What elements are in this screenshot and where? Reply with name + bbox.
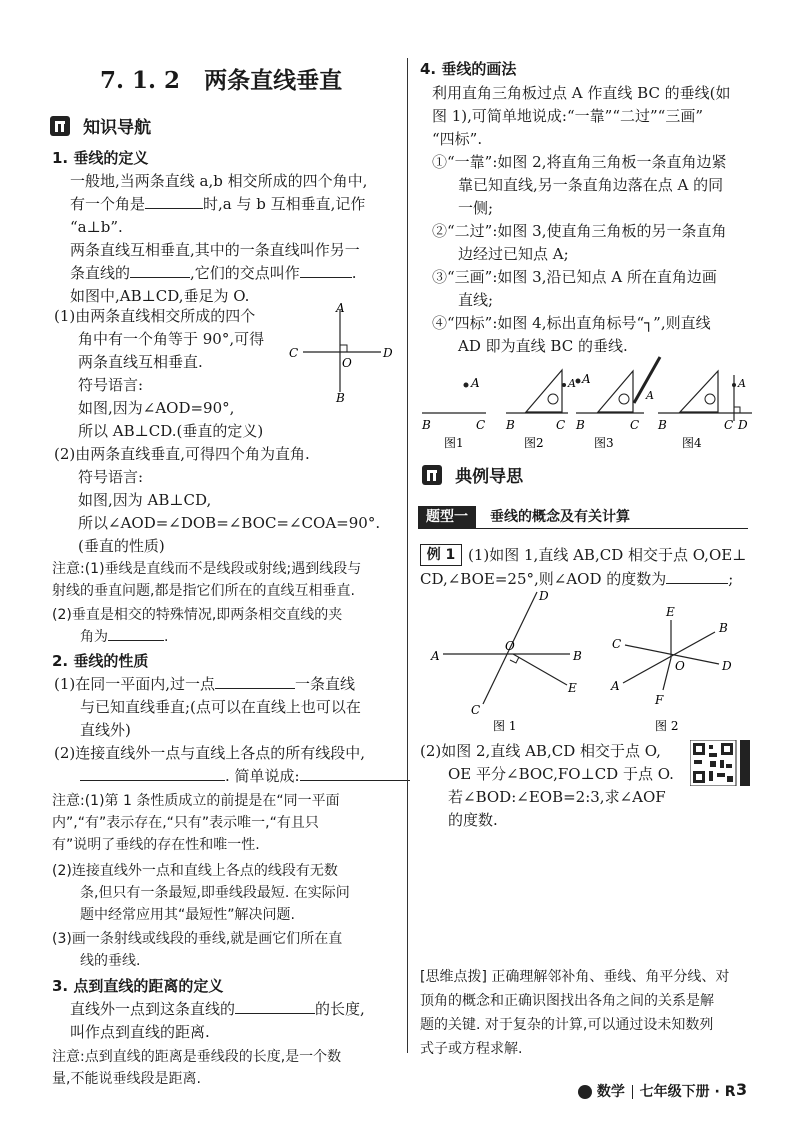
- s4-title: 4. 垂线的画法: [420, 60, 517, 78]
- svg-text:D: D: [738, 418, 748, 432]
- svg-text:B: B: [573, 649, 582, 663]
- svg-text:A: A: [611, 679, 620, 693]
- label-b: B: [336, 391, 345, 405]
- step-fig-2: [505, 370, 576, 450]
- svg-text:A: A: [582, 372, 591, 386]
- blank-5[interactable]: [215, 674, 295, 689]
- label-c: C: [289, 346, 299, 360]
- footer-subject: 数学: [596, 1084, 625, 1100]
- drawing-steps-figure: [418, 355, 758, 455]
- example-fig-2: [610, 605, 732, 733]
- svg-text:B: B: [576, 418, 585, 432]
- svg-text:D: D: [722, 659, 732, 673]
- blank-3[interactable]: [300, 263, 352, 278]
- svg-text:O: O: [505, 639, 515, 653]
- fig1-label: 图1: [444, 436, 464, 450]
- example-fig-1: [430, 590, 582, 733]
- type-tag: 题型一: [418, 506, 476, 528]
- label-d: D: [383, 346, 393, 360]
- section-heading-examples: 典例导思: [422, 462, 523, 487]
- right-angle-mark: [340, 345, 347, 352]
- svg-text:B: B: [719, 621, 728, 635]
- blank-7[interactable]: [300, 766, 410, 781]
- svg-text:E: E: [666, 605, 675, 619]
- footer-grade: 七年级下册 · R: [639, 1084, 736, 1100]
- blank-1[interactable]: [145, 194, 203, 209]
- column-divider: [407, 58, 408, 1053]
- svg-text:A: A: [738, 377, 746, 390]
- svg-text:A: A: [568, 377, 576, 390]
- s3-title: 3. 点到直线的距离的定义: [52, 977, 224, 995]
- fig3-label: 图3: [594, 436, 614, 450]
- ex-fig2-label: 图 2: [655, 719, 679, 733]
- blank-4[interactable]: [108, 626, 164, 641]
- step-fig-3: [575, 357, 660, 450]
- s2-title: 2. 垂线的性质: [52, 652, 149, 670]
- step-fig-1: [421, 376, 486, 450]
- svg-text:B: B: [506, 418, 515, 432]
- ex-fig1-label: 图 1: [493, 719, 517, 733]
- s1-title: 1. 垂线的定义: [52, 149, 149, 167]
- blank-6[interactable]: [80, 766, 225, 781]
- svg-text:C: C: [476, 418, 486, 432]
- step-fig-4: [657, 371, 752, 450]
- page-title: [100, 62, 342, 95]
- fig2-label: 图2: [524, 436, 544, 450]
- svg-text:C: C: [471, 703, 481, 717]
- blank-8[interactable]: [235, 999, 315, 1014]
- svg-text:E: E: [568, 681, 577, 695]
- book-icon: [50, 116, 70, 136]
- svg-text:A: A: [471, 376, 480, 390]
- title-text: 两条直线垂直: [204, 67, 343, 94]
- svg-text:C: C: [630, 418, 640, 432]
- tips-title: [思维点拨] 正确理解邻补角、垂线、角平分线、对: [420, 969, 730, 985]
- title-number: 7. 1. 2: [100, 67, 181, 94]
- book-icon: [422, 465, 442, 485]
- badge-icon: [578, 1085, 592, 1099]
- qr-code-icon[interactable]: [690, 740, 752, 786]
- example-tag: 例 1: [420, 544, 462, 566]
- svg-text:C: C: [612, 637, 622, 651]
- fig4-label: 图4: [682, 436, 702, 450]
- svg-text:F: F: [655, 693, 664, 707]
- svg-text:D: D: [539, 590, 549, 603]
- svg-text:B: B: [658, 418, 667, 432]
- svg-text:A: A: [646, 389, 654, 402]
- page-number: 3: [736, 1080, 748, 1099]
- label-a: A: [336, 301, 345, 315]
- blank-2[interactable]: [130, 263, 190, 278]
- svg-text:C: C: [724, 418, 734, 432]
- type-bar: 题型一 垂线的概念及有关计算: [418, 506, 748, 529]
- svg-text:B: B: [422, 418, 431, 432]
- perpendicular-figure: [285, 300, 395, 410]
- blank-9[interactable]: [666, 569, 728, 584]
- label-o: O: [342, 356, 352, 370]
- svg-text:O: O: [675, 659, 685, 673]
- footer: [578, 1082, 735, 1102]
- svg-text:A: A: [431, 649, 440, 663]
- svg-text:C: C: [556, 418, 566, 432]
- example-figures: [425, 590, 755, 735]
- section-heading-knowledge: 知识导航: [50, 113, 151, 138]
